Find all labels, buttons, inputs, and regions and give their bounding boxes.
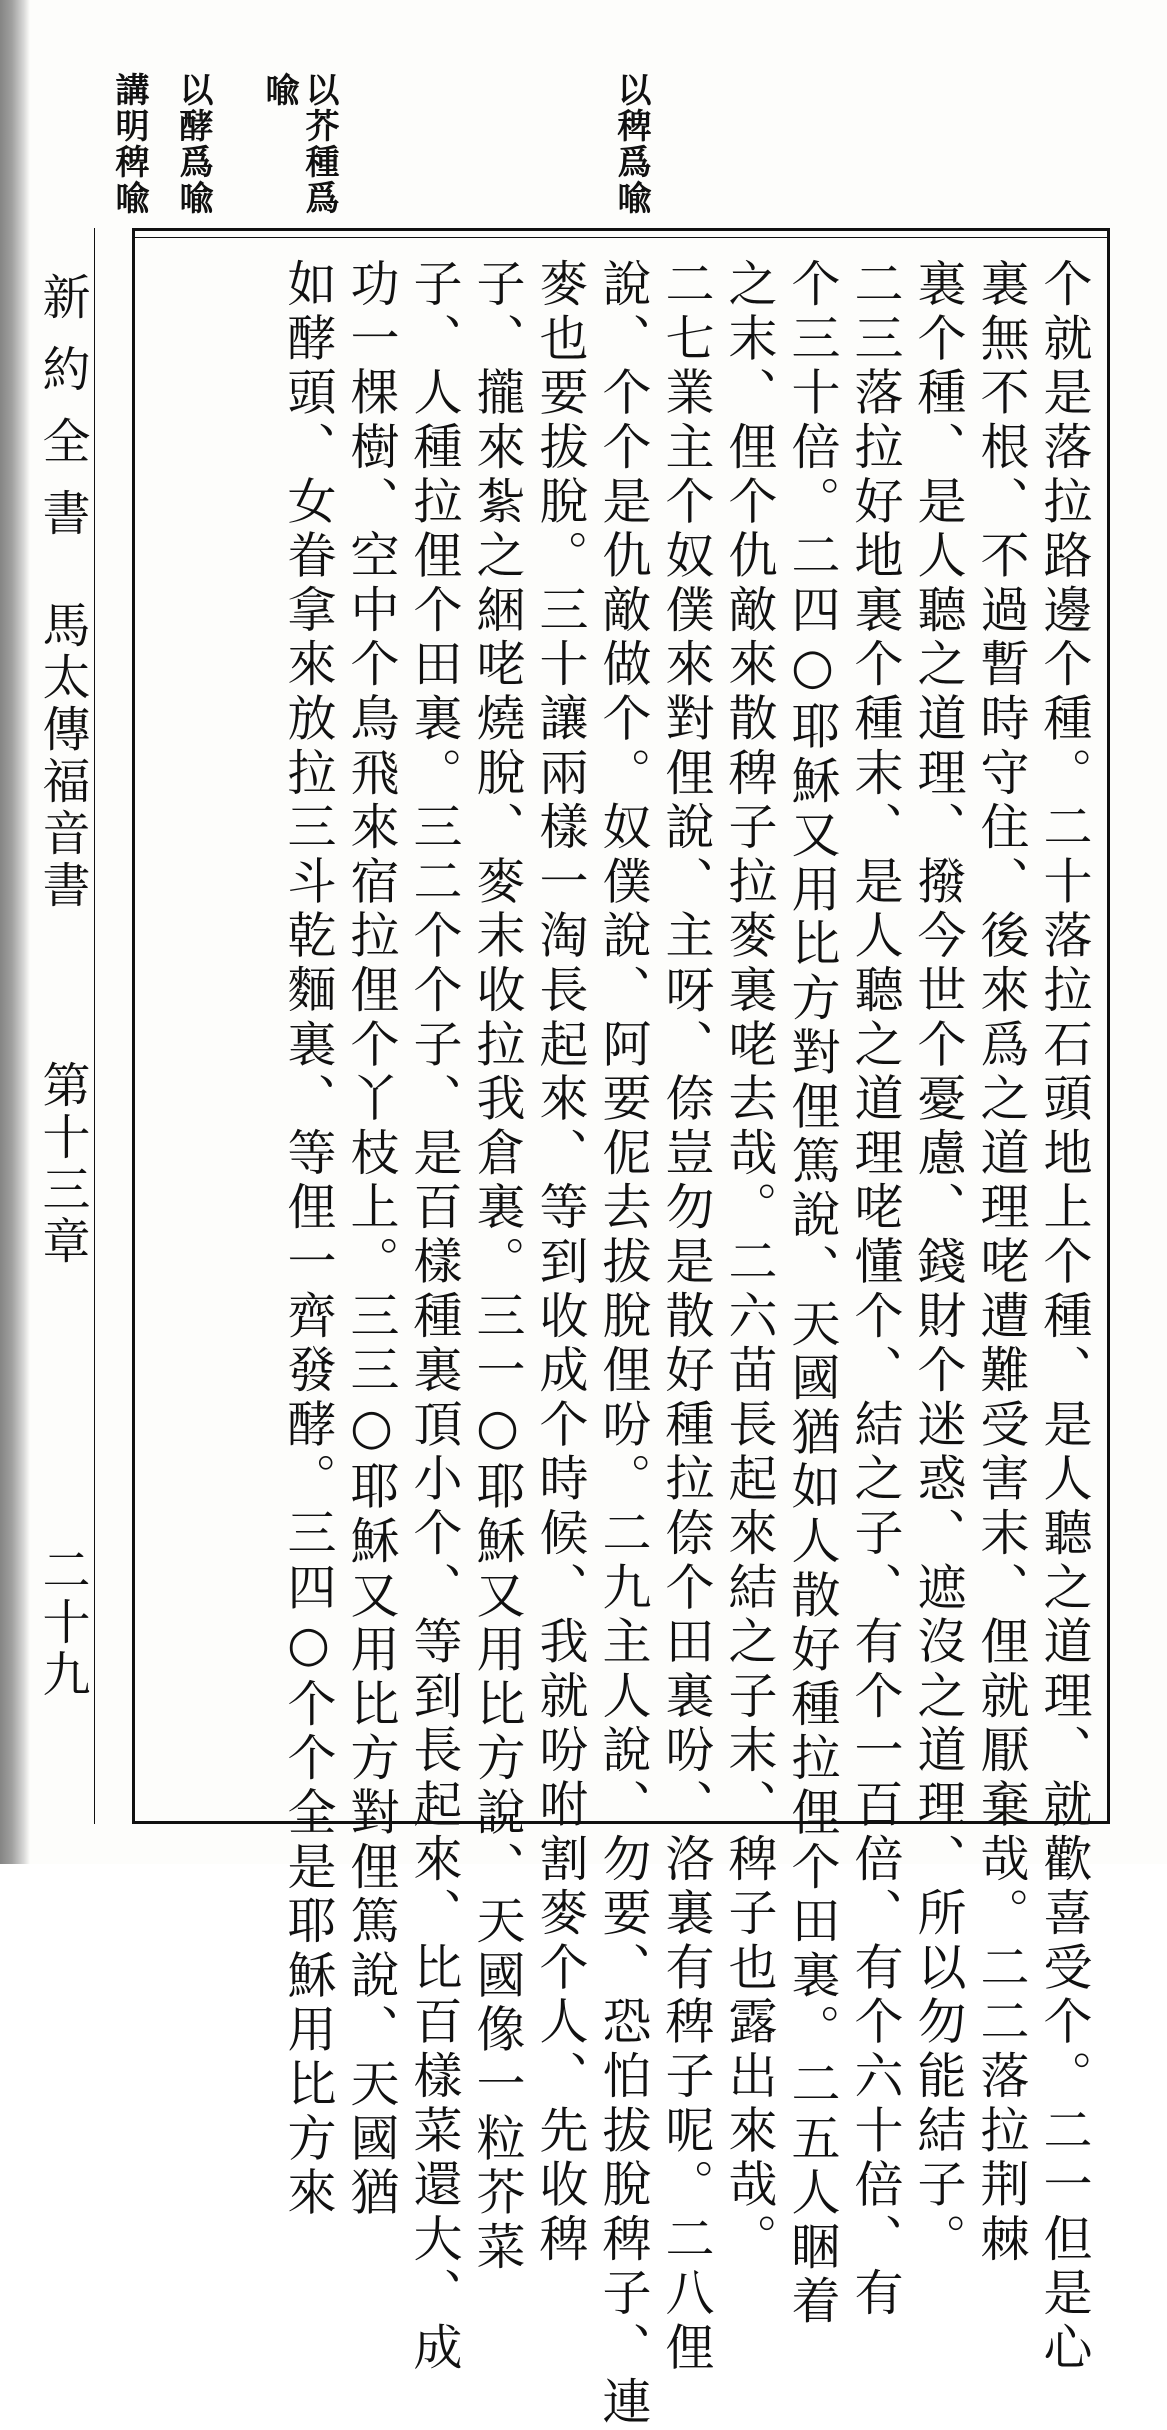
margin-note-mustard: 以芥種爲 — [299, 72, 339, 216]
frame-top-rule — [132, 237, 1110, 238]
page-edge-shadow — [0, 0, 30, 1864]
text-column-6: 之末、俚个仇敵來散稗子拉麥裏咾去哉。二六苗長起來結之子末、稗子也露出來哉。 — [721, 258, 778, 2268]
book-title: 新約全書 — [34, 272, 90, 560]
text-column-5: 个三十倍。二四○耶穌又用比方對俚篤說、天國猶如人散好種拉俚个田裏。二五人睏着 — [784, 258, 841, 2330]
text-column-2: 裏無不根、不過暫時守住、後來爲之道理咾遭難受害末、俚就厭棄哉。二二落拉荆棘 — [973, 258, 1030, 2268]
side-column-divider — [94, 228, 95, 1824]
text-column-13: 如酵頭、女眷拿來放拉三斗乾麵裏、等俚一齊發酵。三四○个个全是耶穌用比方來 — [280, 258, 337, 2221]
text-column-10: 子、攏來紮之綑咾燒脫、麥末收拉我倉裏。三一○耶穌又用比方說、天國像一粒芥菜 — [469, 258, 526, 2276]
text-column-11: 子、人種拉俚个田裏。三二个个子、是百樣種裏頂小个、等到長起來、比百樣菜還大、成 — [406, 258, 463, 2376]
text-column-9: 麥也要拔脫。三十讓兩樣一淘長起來、等到收成个時候、我就吩咐割麥个人、先收稗 — [532, 258, 589, 2268]
text-column-7: 二七業主个奴僕來對俚說、主呀、倷豈勿是散好種拉倷个田裏吩、洛裏有稗子呢。二八俚 — [658, 258, 715, 2376]
margin-note-explain-tares: 講明稗喩 — [109, 72, 149, 216]
text-column-1: 个就是落拉路邊个種。二十落拉石頭地上个種、是人聽之道理、就歡喜受个。二一但是心 — [1036, 258, 1093, 2376]
text-column-12: 功一棵樹、空中个鳥飛來宿拉俚个丫枝上。三三○耶穌又用比方對俚篤說、天國猶 — [343, 258, 400, 2221]
text-column-4: 二三落拉好地裏个種末、是人聽之道理咾懂个、結之子、有个一百倍、有个六十倍、有 — [847, 258, 904, 2322]
margin-note-leaven: 以酵爲喩 — [173, 72, 213, 216]
text-column-3: 裏个種、是人聽之道理、撥今世个憂慮、錢財个迷惑、遮沒之道理、所以勿能結子。 — [910, 258, 967, 2268]
page-number: 二十九 — [34, 1545, 90, 1701]
margin-note-mustard-cont: 喩 — [259, 72, 299, 106]
section-title: 馬太傳福音書 — [34, 600, 90, 912]
margin-note-tares: 以稗爲喩 — [611, 72, 651, 216]
chapter-label: 第十三章 — [34, 1060, 90, 1268]
text-column-8: 說、个个是仇敵做个。奴僕說、阿要伲去拔脫俚吩。二九主人說、勿要、恐怕拔脫稗子、連 — [595, 258, 652, 2430]
